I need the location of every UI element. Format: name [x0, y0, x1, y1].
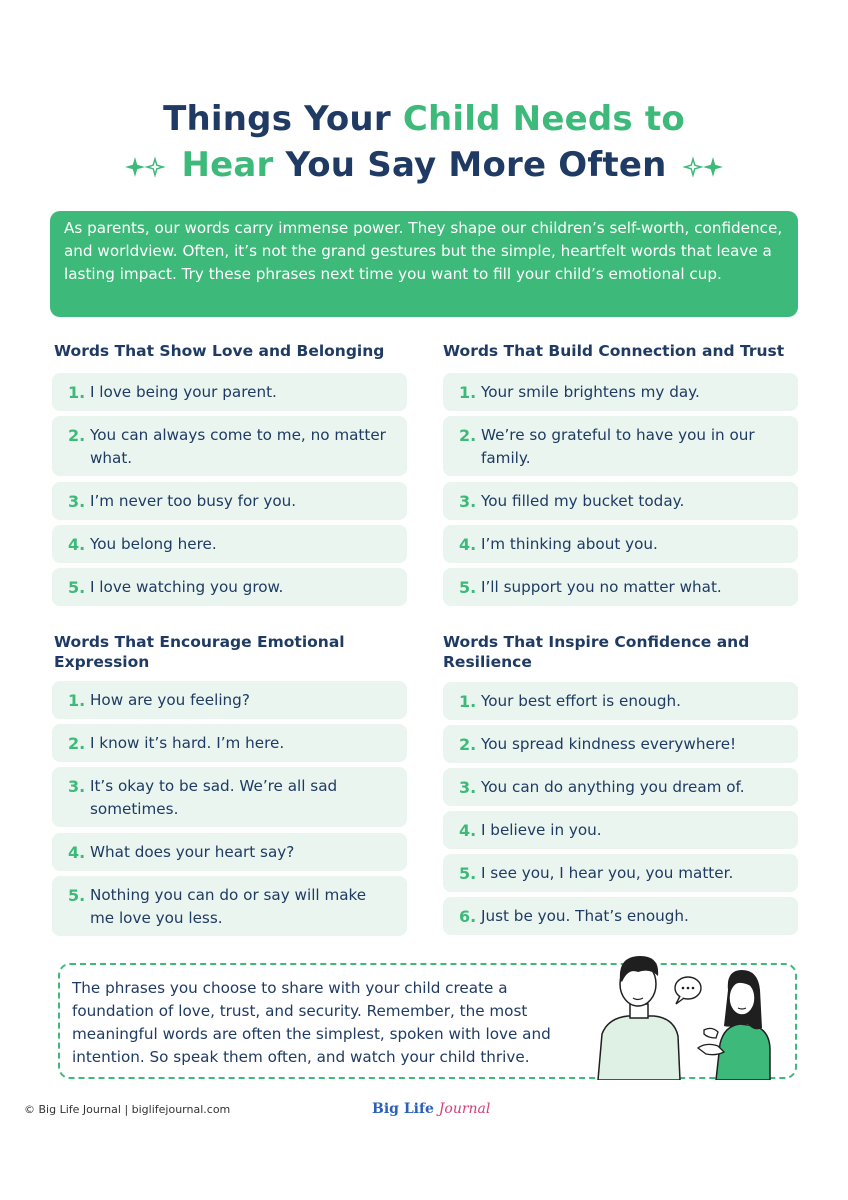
item-text: I believe in you. [481, 821, 602, 839]
item-text: I love being your parent. [90, 383, 277, 401]
item-text: You spread kindness everywhere! [481, 735, 737, 753]
item-text: I love watching you grow. [90, 578, 284, 596]
list-item [443, 854, 798, 892]
item-number: 3. [68, 492, 86, 511]
item-text: You filled my bucket today. [481, 492, 685, 510]
item-number: 1. [459, 383, 477, 402]
item-text: I know it’s hard. I’m here. [90, 734, 285, 752]
item-number: 5. [459, 578, 477, 597]
item-number: 3. [459, 778, 477, 797]
item-number: 4. [68, 535, 86, 554]
list-item [443, 725, 798, 763]
title-line2-part2: You Say More Often [273, 145, 667, 185]
item-number: 2. [459, 735, 477, 754]
item-text: I’m never too busy for you. [90, 492, 297, 510]
list-item [443, 416, 798, 476]
list-item [52, 724, 407, 762]
section-heading-emotional: Words That Encourage Emotional Expression [54, 633, 345, 671]
intro-box: As parents, our words carry immense power. They shape our children’s self-worth, confidence, and worldview. Often, it’s not the grand gestures but the simple, heartfelt words that leave a lasting impact. Try these phrases next time you want to fill your child’s emotional cup. [50, 211, 798, 317]
section-heading-connection: Words That Build Connection and Trust [443, 342, 785, 360]
list-item [443, 682, 798, 720]
item-text: Nothing you can do or say will make me love you less. [90, 886, 367, 927]
list-item [443, 768, 798, 806]
list-item [52, 681, 407, 719]
title-line-2 [0, 142, 848, 188]
item-number: 6. [459, 907, 477, 926]
list-item [52, 568, 407, 606]
parent-child-illustration [588, 946, 778, 1084]
item-number: 1. [68, 691, 86, 710]
item-number: 3. [459, 492, 477, 511]
item-text: Your smile brightens my day. [481, 383, 700, 401]
list-item [52, 482, 407, 520]
list-item [52, 416, 407, 476]
item-number: 4. [68, 843, 86, 862]
item-text: What does your heart say? [90, 843, 295, 861]
title-line1-part1: Things Your [163, 99, 403, 139]
list-item [443, 897, 798, 935]
list-item [52, 525, 407, 563]
item-text: You can do anything you dream of. [481, 778, 745, 796]
item-number: 5. [68, 886, 86, 905]
item-number: 3. [68, 777, 86, 796]
item-number: 1. [459, 692, 477, 711]
list-item [443, 373, 798, 411]
section-heading-love: Words That Show Love and Belonging [54, 342, 385, 360]
item-text: How are you feeling? [90, 691, 250, 709]
item-text: I’ll support you no matter what. [481, 578, 722, 596]
footer-copyright: © Big Life Journal | biglifejournal.com [24, 1103, 231, 1116]
item-number: 1. [68, 383, 86, 402]
item-text: You can always come to me, no matter what. [90, 426, 386, 467]
item-number: 4. [459, 821, 477, 840]
brand-logo [372, 1099, 490, 1119]
title-line2-part1: Hear [181, 145, 274, 185]
item-text: You belong here. [90, 535, 217, 553]
item-text: We’re so grateful to have you in our family. [481, 426, 755, 467]
list-item [443, 811, 798, 849]
item-number: 5. [68, 578, 86, 597]
sparkle-icon [683, 156, 723, 178]
item-text: Just be you. That’s enough. [481, 907, 689, 925]
item-number: 2. [459, 426, 477, 445]
title-line-1 [0, 96, 848, 142]
section-heading-confidence: Words That Inspire Confidence and Resilience [443, 633, 750, 671]
list-item [52, 876, 407, 936]
item-text: I see you, I hear you, you matter. [481, 864, 734, 882]
list-item [443, 525, 798, 563]
item-number: 4. [459, 535, 477, 554]
item-text: I’m thinking about you. [481, 535, 658, 553]
logo-part2: Journal [438, 1101, 491, 1117]
closing-text: The phrases you choose to share with your child create a foundation of love, trust, and security. Remember, the most meaningful words are often the simplest, spoken with love and intention. So speak them often, and watch your child thrive. [72, 979, 551, 1066]
item-number: 2. [68, 426, 86, 445]
list-item [52, 373, 407, 411]
logo-part1: Big Life [372, 1101, 434, 1117]
item-number: 2. [68, 734, 86, 753]
list-item [52, 833, 407, 871]
list-item [443, 482, 798, 520]
item-text: It’s okay to be sad. We’re all sad sometimes. [90, 777, 338, 818]
speech-bubble-icon [675, 977, 701, 1004]
page-title [0, 96, 848, 188]
title-line1-part2: Child Needs to [402, 99, 685, 139]
sparkle-icon [125, 156, 165, 178]
item-number: 5. [459, 864, 477, 883]
list-item [443, 568, 798, 606]
list-item [52, 767, 407, 827]
item-text: Your best effort is enough. [481, 692, 681, 710]
